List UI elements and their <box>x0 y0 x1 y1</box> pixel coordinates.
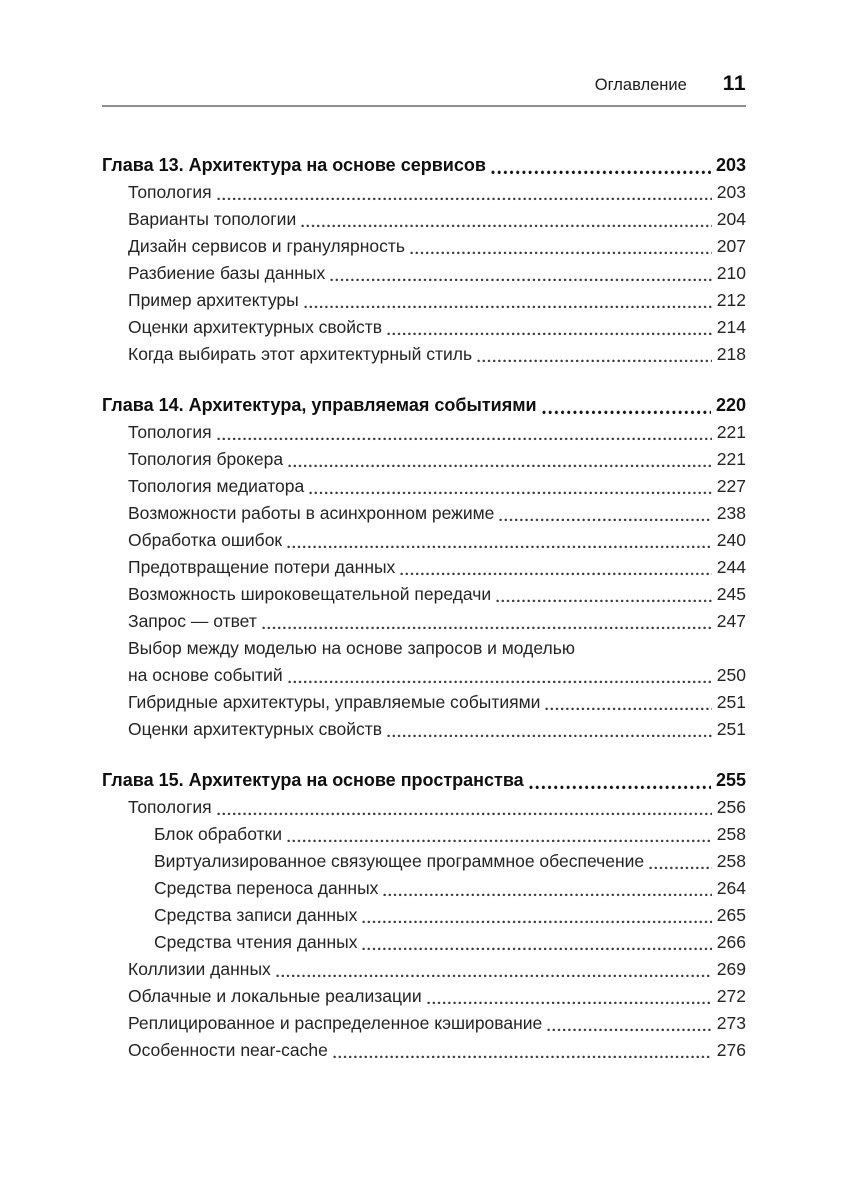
toc-section <box>102 392 746 743</box>
dot-leader <box>547 1028 712 1032</box>
dot-leader <box>387 734 712 738</box>
toc-entry-label: Особенности near-cache <box>128 1040 328 1060</box>
dot-leader <box>276 974 712 978</box>
toc-entry-label: Пример архитектуры <box>128 290 299 310</box>
running-title: Оглавление <box>594 76 687 94</box>
dot-leader <box>491 170 711 175</box>
toc-entry-row <box>102 716 746 743</box>
dot-leader <box>383 893 711 897</box>
dot-leader <box>387 332 712 336</box>
toc-entry-row <box>102 527 746 554</box>
dot-leader <box>400 572 711 576</box>
toc-entry-row <box>102 902 746 929</box>
toc-page-ref: 207 <box>716 236 746 256</box>
toc-entry-row <box>102 689 746 716</box>
toc-page-ref: 212 <box>716 290 746 310</box>
toc-entry-row <box>102 473 746 500</box>
toc-entry-label: Средства переноса данных <box>154 878 379 898</box>
toc-entry-row <box>102 662 746 689</box>
toc-entry-label: Реплицированное и распределенное кэширование <box>128 1013 543 1033</box>
toc-entry-row <box>102 233 746 260</box>
dot-leader <box>542 410 711 415</box>
toc-entry-label: Возможность широковещательной передачи <box>128 584 492 604</box>
toc-entry-row <box>102 341 746 368</box>
dot-leader <box>427 1001 712 1005</box>
dot-leader <box>217 812 712 816</box>
toc-page-ref: 251 <box>716 719 746 739</box>
toc-entry-label: Варианты топологии <box>128 209 297 229</box>
toc-entry-label: Разбиение базы данных <box>128 263 326 283</box>
toc-entry-label: Топология <box>128 422 212 442</box>
toc-page-ref: 258 <box>716 851 746 871</box>
toc-chapter-title: Глава 13. Архитектура на основе сервисов <box>102 155 486 175</box>
toc-entry-row <box>102 446 746 473</box>
toc-page-ref: 251 <box>716 692 746 712</box>
toc-entry-label: Средства записи данных <box>154 905 358 925</box>
dot-leader <box>362 947 711 951</box>
toc-entry-label: Оценки архитектурных свойств <box>128 719 383 739</box>
dot-leader <box>333 1055 712 1059</box>
toc-entry-label: Топология <box>128 797 212 817</box>
dot-leader <box>309 491 712 495</box>
toc-entry-label: Топология медиатора <box>128 476 305 496</box>
toc-entry-row <box>102 875 746 902</box>
toc-entry-label: Возможности работы в асинхронном режиме <box>128 503 495 523</box>
toc-entry-label: Обработка ошибок <box>128 530 283 550</box>
toc-entry-row <box>102 179 746 206</box>
toc-entry-row <box>102 206 746 233</box>
toc-entry-row <box>102 635 746 662</box>
toc-page-ref: 203 <box>716 182 746 202</box>
dot-leader <box>288 464 712 468</box>
dot-leader <box>304 305 712 309</box>
dot-leader <box>287 839 712 843</box>
toc-entry-row <box>102 500 746 527</box>
toc-page-ref: 276 <box>716 1040 746 1060</box>
toc-page-ref: 265 <box>716 905 746 925</box>
toc-section <box>102 767 746 1064</box>
toc-entry-label: Блок обработки <box>154 824 282 844</box>
toc-entry-row <box>102 956 746 983</box>
dot-leader <box>287 545 712 549</box>
dot-leader <box>477 359 712 363</box>
toc-entry-row <box>102 608 746 635</box>
toc-page-ref: 256 <box>716 797 746 817</box>
dot-leader <box>529 785 711 790</box>
toc-page-ref: 244 <box>716 557 746 577</box>
toc-page-ref: 221 <box>716 422 746 442</box>
toc-page-ref: 264 <box>716 878 746 898</box>
toc-entry-row <box>102 794 746 821</box>
toc-entry-label: Когда выбирать этот архитектурный стиль <box>128 344 473 364</box>
toc-entry-label: Виртуализированное связующее программное обеспечение <box>154 851 645 871</box>
toc-page-ref: 250 <box>716 665 746 685</box>
toc-entry-row <box>102 554 746 581</box>
toc-page-ref: 204 <box>716 209 746 229</box>
toc-entry-row <box>102 848 746 875</box>
toc-page-ref: 258 <box>716 824 746 844</box>
toc-entry-label: Дизайн сервисов и гранулярность <box>128 236 406 256</box>
dot-leader <box>496 599 712 603</box>
toc-page-ref: 210 <box>716 263 746 283</box>
toc-chapter-title: Глава 14. Архитектура, управляемая событиями <box>102 395 537 415</box>
toc-page-ref: 240 <box>716 530 746 550</box>
toc-entry-label: Оценки архитектурных свойств <box>128 317 383 337</box>
toc-page-ref: 269 <box>716 959 746 979</box>
toc-entry-row <box>102 314 746 341</box>
toc-entry-row <box>102 983 746 1010</box>
toc-entry-row <box>102 581 746 608</box>
toc-entry-row <box>102 287 746 314</box>
toc-entry-row <box>102 1037 746 1064</box>
toc-entry-row <box>102 821 746 848</box>
dot-leader <box>262 626 712 630</box>
toc-page-ref: 266 <box>716 932 746 952</box>
toc-entry-label: на основе событий <box>128 665 283 685</box>
dot-leader <box>288 680 712 684</box>
toc-entry-label: Запрос — ответ <box>128 611 257 631</box>
toc-entry-label: Предотвращение потери данных <box>128 557 396 577</box>
toc-page-ref: 245 <box>716 584 746 604</box>
dot-leader <box>330 278 712 282</box>
toc-chapter-title: Глава 15. Архитектура на основе пространства <box>102 770 524 790</box>
toc-entry-label: Топология <box>128 182 212 202</box>
page-header <box>102 72 746 96</box>
toc-entry-label: Гибридные архитектуры, управляемые событиями <box>128 692 541 712</box>
toc-entry-label: Коллизии данных <box>128 959 271 979</box>
dot-leader <box>362 920 711 924</box>
toc-page-ref: 247 <box>716 611 746 631</box>
toc-page-ref: 218 <box>716 344 746 364</box>
toc-entry-row <box>102 1010 746 1037</box>
toc-section <box>102 152 746 368</box>
dot-leader <box>545 707 711 711</box>
toc-page-ref: 214 <box>716 317 746 337</box>
toc-entry-label: Облачные и локальные реализации <box>128 986 422 1006</box>
dot-leader <box>410 251 712 255</box>
dot-leader <box>301 224 712 228</box>
header-rule <box>102 105 746 107</box>
toc-entry-label: Средства чтения данных <box>154 932 358 952</box>
toc-page-ref: 220 <box>715 395 746 415</box>
dot-leader <box>649 866 712 870</box>
toc-page-ref: 227 <box>716 476 746 496</box>
page-number: 11 <box>722 72 746 95</box>
dot-leader <box>217 437 712 441</box>
toc-page-ref: 221 <box>716 449 746 469</box>
dot-leader <box>499 518 711 522</box>
dot-leader <box>217 197 712 201</box>
toc <box>102 152 746 1064</box>
toc-page-ref: 238 <box>716 503 746 523</box>
toc-page-ref: 255 <box>715 770 746 790</box>
toc-entry-label: Топология брокера <box>128 449 284 469</box>
toc-entry-label: Выбор между моделью на основе запросов и моделью <box>128 638 575 658</box>
toc-chapter-row <box>102 152 746 179</box>
toc-entry-row <box>102 419 746 446</box>
toc-entry-row <box>102 929 746 956</box>
toc-page-ref: 273 <box>716 1013 746 1033</box>
toc-page-ref: 272 <box>716 986 746 1006</box>
toc-chapter-row <box>102 767 746 794</box>
toc-page-ref: 203 <box>715 155 746 175</box>
toc-chapter-row <box>102 392 746 419</box>
toc-entry-row <box>102 260 746 287</box>
